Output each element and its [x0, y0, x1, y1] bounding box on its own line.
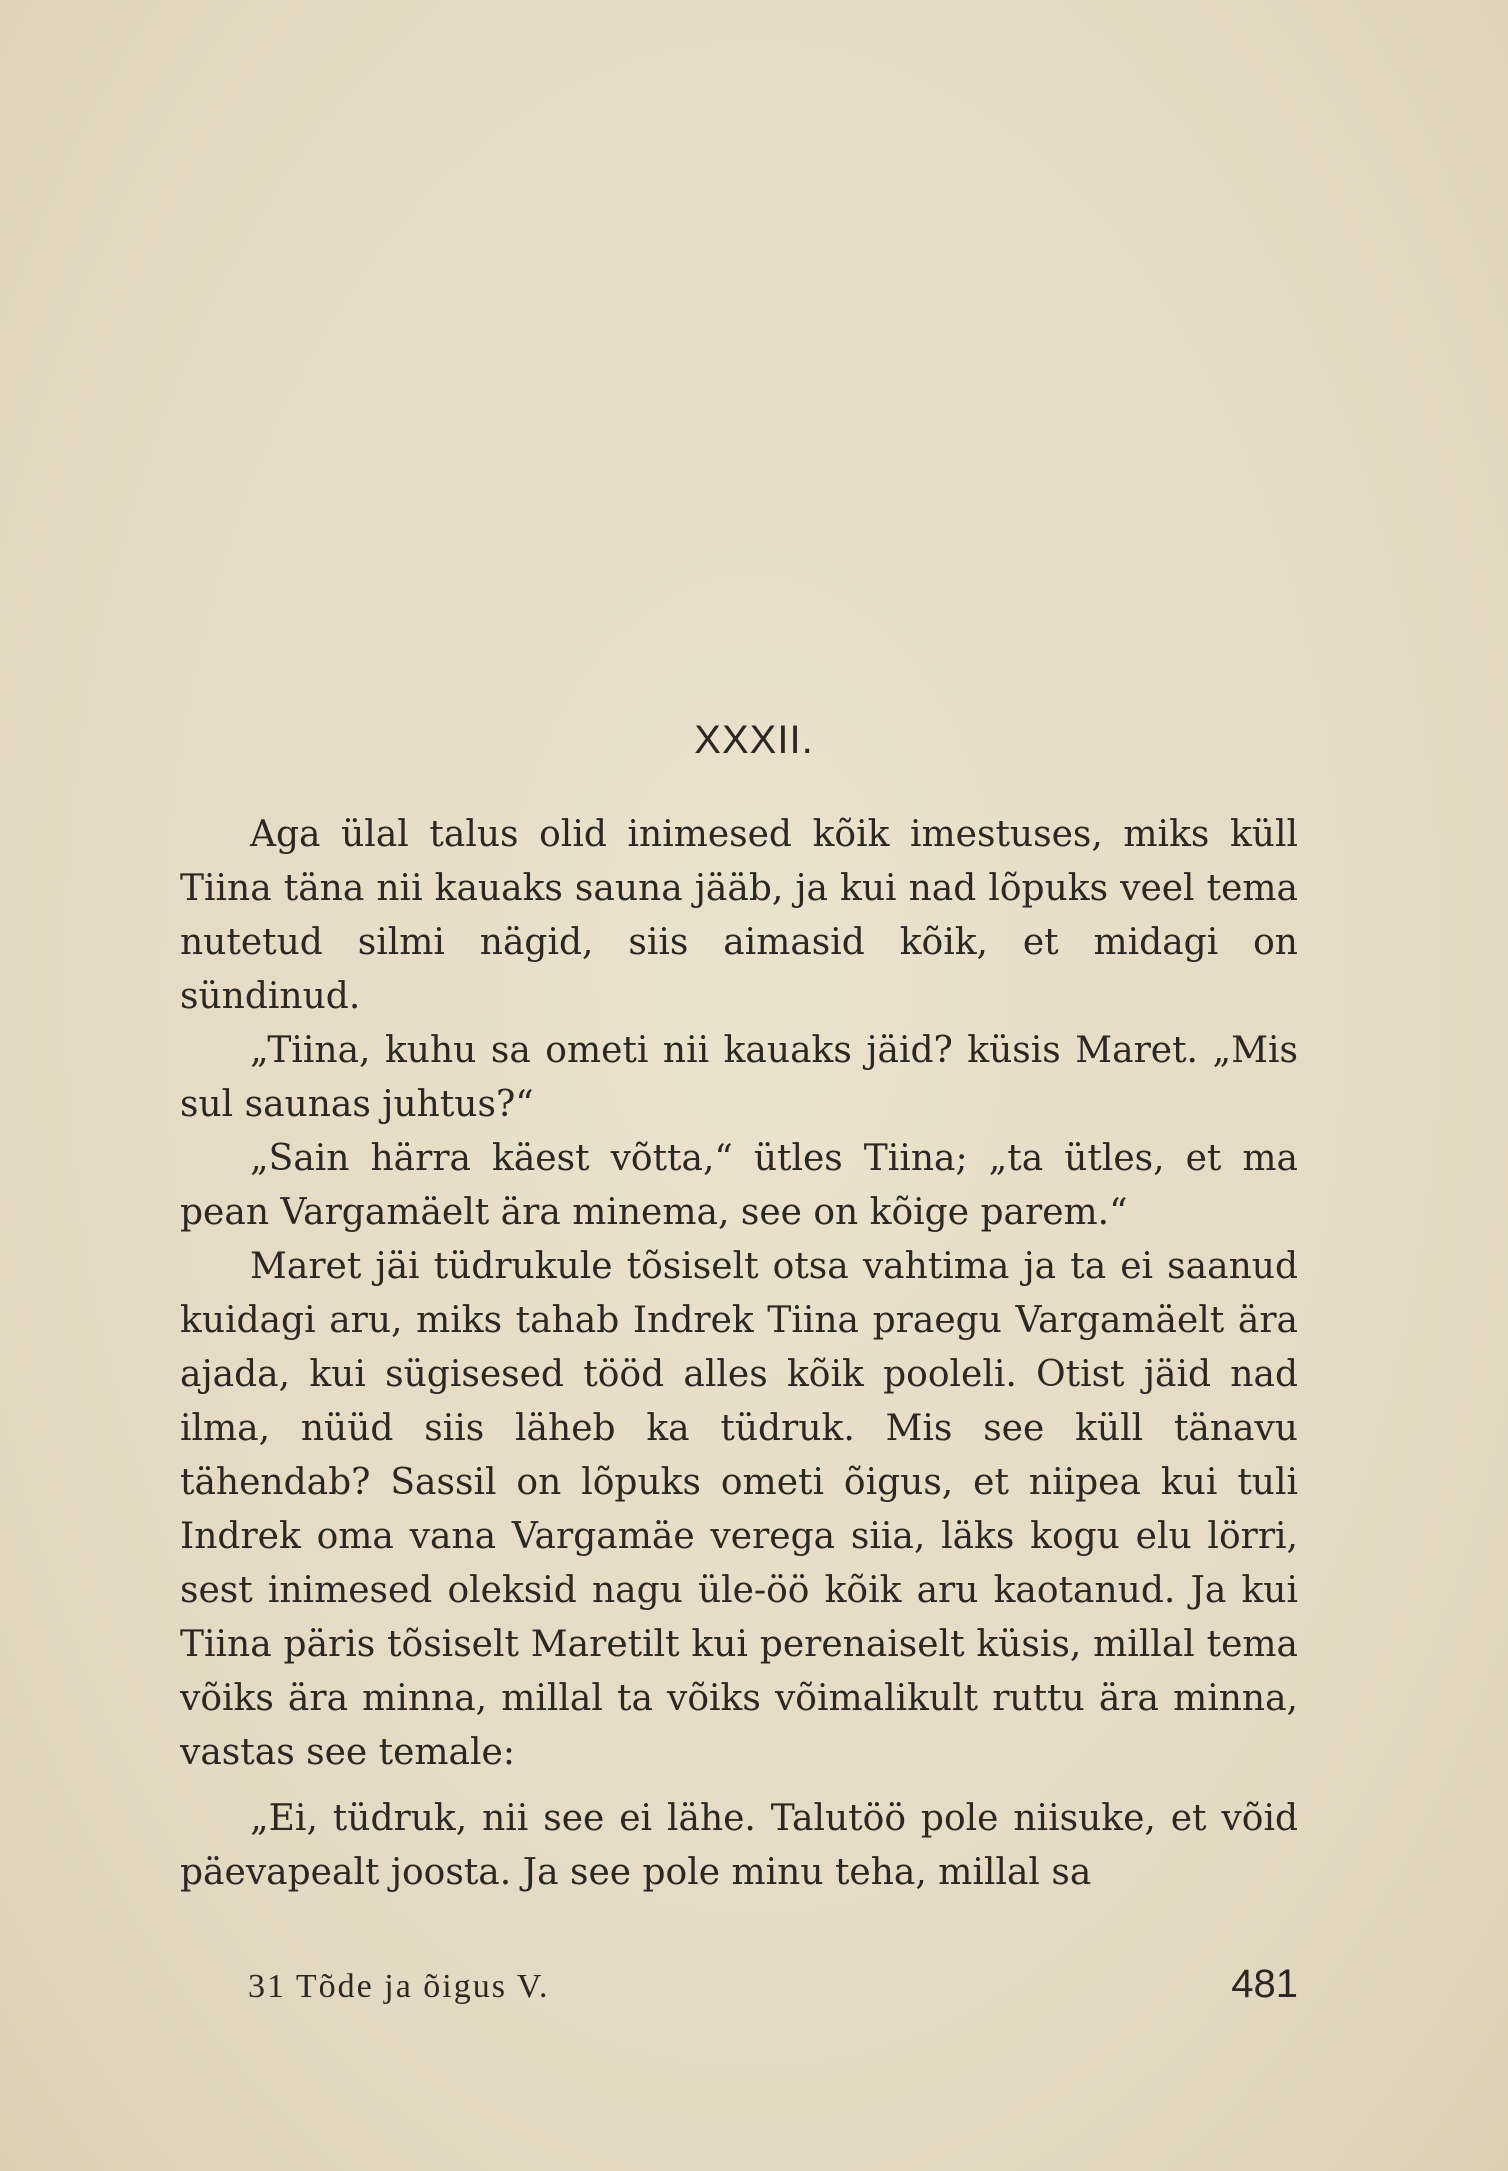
chapter-heading: XXXII.: [694, 718, 814, 762]
paragraph-2: „Tiina, kuhu sa ometi nii kauaks jäid? küsis Maret. „Mis sul saunas juhtus?“: [180, 1030, 1298, 1125]
paragraph-4: Maret jäi tüdrukule tõsiselt otsa vahtima ja ta ei saanud kuidagi aru, miks tahab Indrek Tiina praegu Vargamäelt ära ajada, kui sügisesed tööd alles kõik pooleli. Otist jäid nad ilma, nüüd siis läheb ka tüdruk. Mis see küll tänavu tähendab? Sassil on lõpuks ometi õigus, et niipea kui tuli Indrek oma vana Vargamäe verega siia, läks kogu elu lörri, sest inimesed oleksid nagu üle-öö kõik aru kaotanud. Ja kui Tiina päris tõsiselt Maretilt kui perenaiselt küsis, millal tema võiks ära minna, millal ta võiks võimalikult ruttu ära minna, vastas see temale:: [180, 1246, 1298, 1773]
chapter-text: [180, 808, 1298, 1900]
paragraph-5: „Ei, tüdruk, nii see ei lähe. Talutöö pole niisuke, et võid päevapealt joosta. Ja see pole minu teha, millal sa: [180, 1798, 1298, 1893]
paragraph-3: „Sain härra käest võtta,“ ütles Tiina; „ta ütles, et ma pean Vargamäelt ära minema, see on kõige parem.“: [180, 1138, 1298, 1233]
page-number: 481: [1231, 1962, 1298, 2006]
printer-signature: 31 Tõde ja õigus V.: [248, 1968, 550, 2005]
page-footer: [180, 1962, 1298, 2022]
paragraph-1: Aga ülal talus olid inimesed kõik imestuses, miks küll Tiina täna nii kauaks sauna jääb, ja kui nad lõpuks veel tema nutetud silmi nägid, siis aimasid kõik, et midagi on sündinud.: [180, 814, 1298, 1017]
